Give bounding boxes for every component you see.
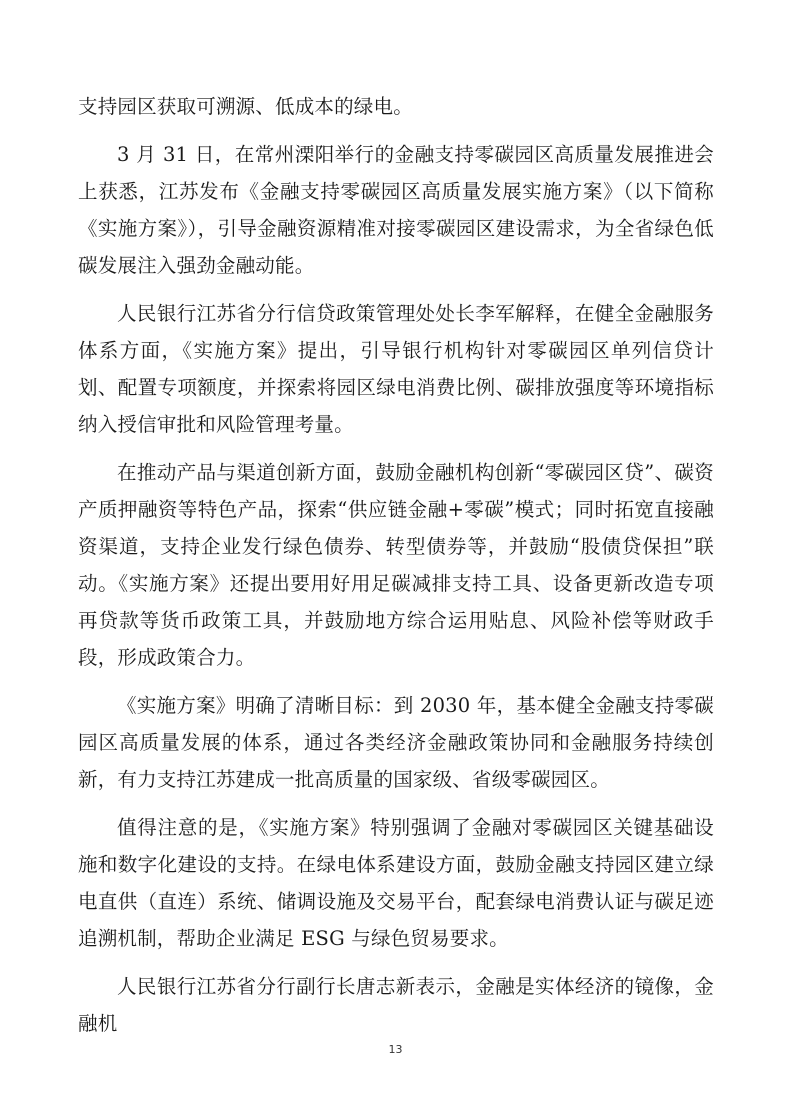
paragraph-continuation: 支持园区获取可溯源、低成本的绿电。 (78, 95, 413, 118)
paragraph-announcement: 3 月 31 日，在常州溧阳举行的金融支持零碳园区高质量发展推进会上获悉，江苏发布《金融支持零碳园区高质量发展实施方案》（以下简称《实施方案》），引导金融资源精准对接零碳园区建设需求，为全省绿色低碳发展注入强劲金融动能。 (78, 143, 714, 277)
paragraph-goals: 《实施方案》明确了清晰目标：到 2030 年，基本健全金融支持零碳园区高质量发展的体系，通过各类经济金融政策协同和金融服务持续创新，有力支持江苏建成一批高质量的国家级、省级零碳园区。 (78, 694, 714, 791)
paragraph-service-system: 人民银行江苏省分行信贷政策管理处处长李军解释，在健全金融服务体系方面，《实施方案》提出，引导银行机构针对零碳园区单列信贷计划、配置专项额度，并探索将园区绿电消费比例、碳排放强度等环境指标纳入授信审批和风险管理考量。 (78, 302, 714, 436)
paragraph-product-innovation: 在推动产品与渠道创新方面，鼓励金融机构创新“零碳园区贷”、碳资产质押融资等特色产品，探索“供应链金融+零碳”模式；同时拓宽直接融资渠道，支持企业发行绿色债券、转型债券等，并鼓励“股债贷保担”联动。《实施方案》还提出要用好用足碳减排支持工具、设备更新改造专项再贷款等货币政策工具，并鼓励地方综合运用贴息、风险补偿等财政手段，形成政策合力。 (78, 461, 714, 669)
body-text (78, 88, 714, 1042)
paragraph-closing: 人民银行江苏省分行副行长唐志新表示，金融是实体经济的镜像，金融机 (78, 975, 714, 1035)
page-number: 13 (388, 1043, 403, 1056)
paragraph-infrastructure: 值得注意的是，《实施方案》特别强调了金融对零碳园区关键基础设施和数字化建设的支持。在绿电体系建设方面，鼓励金融支持园区建立绿电直供（直连）系统、储调设施及交易平台，配套绿电消费认证与碳足迹追溯机制，帮助企业满足 ESG 与绿色贸易要求。 (78, 816, 714, 950)
